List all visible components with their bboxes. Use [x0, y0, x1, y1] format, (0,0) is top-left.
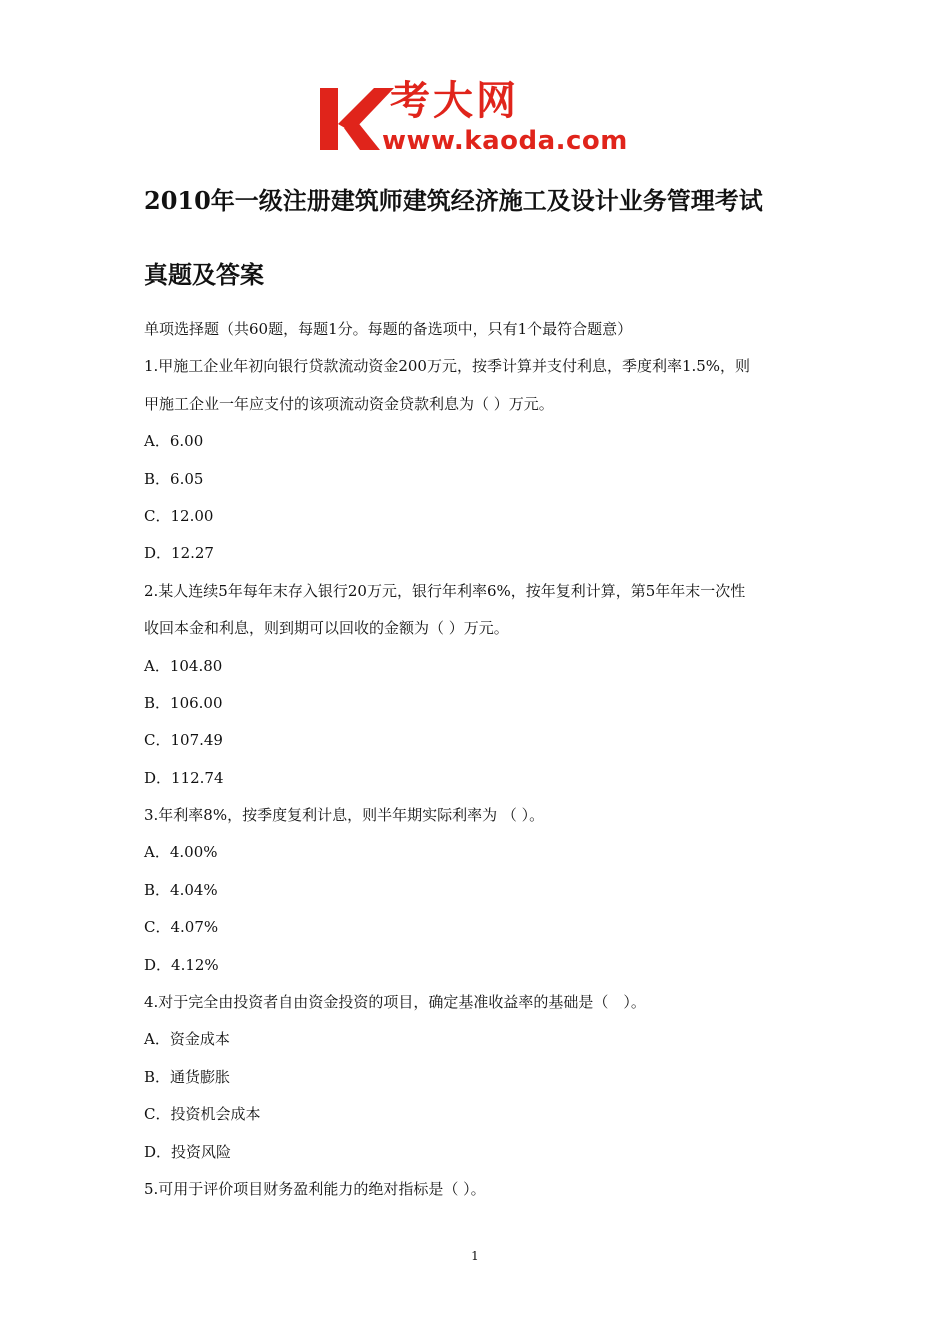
question-2-option-d: D．112.74	[144, 768, 224, 787]
question-1-option-d: D．12.27	[144, 544, 214, 563]
question-2-option-a: A．104.80	[144, 656, 223, 675]
question-3-text: 3.年利率8%，按季度复利计息，则半年期实际利率为 （ ）。	[144, 806, 545, 825]
question-3-option-c: C．4.07%	[144, 918, 219, 937]
question-1-text: 1.甲施工企业年初向银行贷款流动资金200万元，按季计算并支付利息，季度利率1.5%，则	[144, 357, 751, 376]
question-3-option-b: B．4.04%	[144, 880, 218, 899]
question-1-option-a: A．6.00	[144, 432, 204, 451]
section-instructions: 单项选择题（共60题，每题1分。每题的备选项中，只有1个最符合题意）	[144, 320, 633, 338]
question-4-option-a: A．资金成本	[144, 1030, 230, 1049]
kaoda-logo	[318, 78, 640, 160]
question-2-text-cont: 收回本金和利息，则到期可以回收的金额为（ ）万元。	[144, 619, 509, 638]
question-4-option-c: C．投资机会成本	[144, 1105, 261, 1124]
question-1-text-cont: 甲施工企业一年应支付的该项流动资金贷款利息为（ ）万元。	[144, 394, 554, 413]
question-4-text: 4.对于完全由投资者自由资金投资的项目，确定基准收益率的基础是（ ）。	[144, 993, 646, 1012]
document-title-line2: 真题及答案	[144, 260, 264, 289]
question-3-option-d: D．4.12%	[144, 955, 219, 974]
question-3-option-a: A．4.00%	[144, 843, 218, 862]
question-5-text: 5.可用于评价项目财务盈利能力的绝对指标是（ ）。	[144, 1179, 486, 1198]
question-2-text: 2.某人连续5年每年末存入银行20万元，银行年利率6%，按年复利计算，第5年年末一次性	[144, 581, 746, 600]
question-2-option-c: C．107.49	[144, 731, 223, 750]
logo-brand-text: 考大网	[390, 78, 519, 124]
document-title-line1: 2010年一级注册建筑师建筑经济施工及设计业务管理考试	[144, 186, 763, 215]
page-number: 1	[471, 1249, 479, 1263]
logo-url-text: www.kaoda.com	[382, 126, 628, 156]
question-list	[144, 311, 814, 1208]
question-4-option-d: D．投资风险	[144, 1142, 232, 1161]
question-2-option-b: B．106.00	[144, 693, 223, 712]
question-1-option-c: C．12.00	[144, 506, 214, 525]
question-1-option-b: B．6.05	[144, 469, 204, 488]
question-4-option-b: B．通货膨胀	[144, 1067, 231, 1086]
